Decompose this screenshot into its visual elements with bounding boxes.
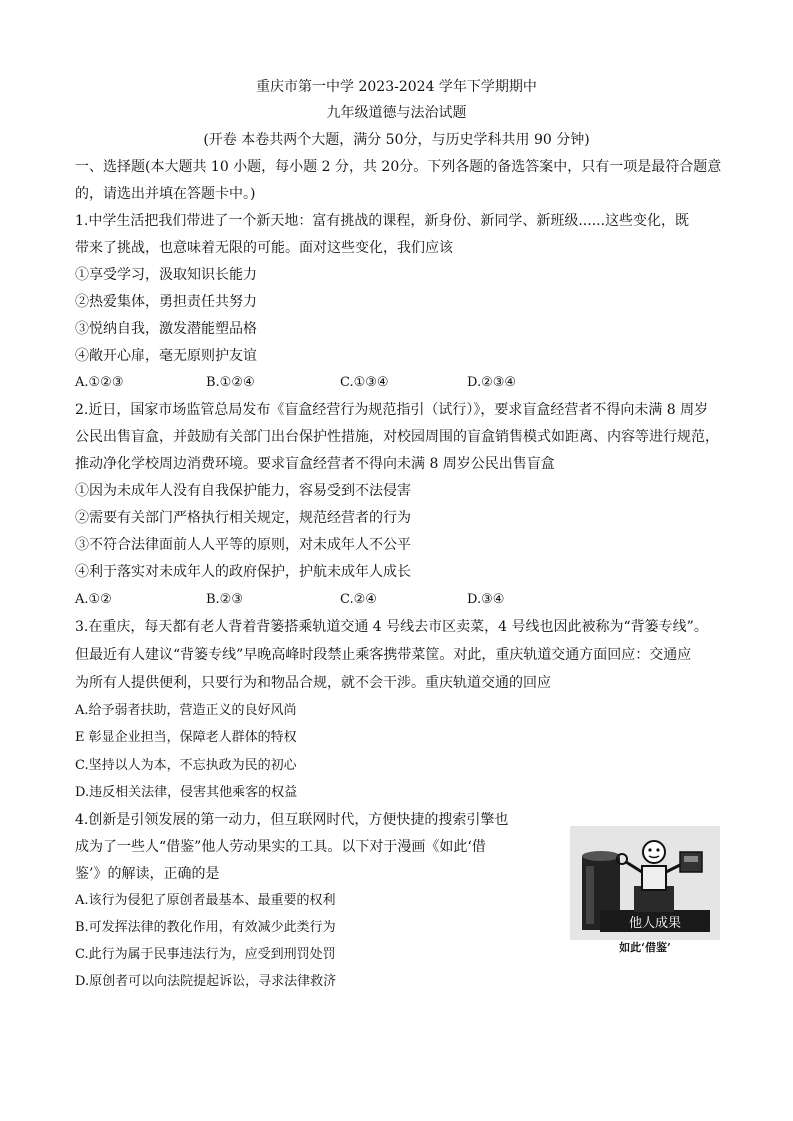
q2-stem: 推动净化学校周边消费环境。要求盲盒经营者不得向未满 8 周岁公民出售盲盒	[75, 456, 555, 472]
q1-item: ①享受学习，汲取知识长能力	[75, 267, 257, 283]
q2-stem: 2.近日，国家市场监管总局发布《盲盒经营行为规范指引（试行）》，要求盲盒经营者不得向未满 8 周岁	[75, 402, 709, 418]
q2-item: ②需要有关部门严格执行相关规定，规范经营者的行为	[75, 510, 411, 526]
school-title: 重庆市第一中学 2023-2024 学年下学期期中	[256, 79, 537, 95]
subject-title: 九年级道德与法治试题	[326, 105, 467, 121]
q3-stem: 但最近有人建议“背篓专线”早晚高峰时段禁止乘客携带菜筐。对此，重庆轨道交通方面回应：交通应	[75, 647, 692, 663]
q2-option-c: C.②④	[340, 592, 377, 607]
cartoon-image	[570, 826, 720, 940]
q3-option-d: D.违反相关法律，侵害其他乘客的权益	[75, 785, 298, 800]
q2-option-d: D.③④	[467, 592, 505, 607]
section-intro-line: 一、选择题(本大题共 10 小题，每小题 2 分，共 20分。下列各题的备选答案中，只有一项是最符合题意	[75, 159, 722, 175]
q3-option-b: E 彰显企业担当，保障老人群体的特权	[75, 730, 297, 745]
q1-stem: 1.中学生活把我们带进了一个新天地：富有挑战的课程，新身份、新同学、新班级......这些变化，既	[75, 213, 690, 229]
q2-option-a: A.①②	[75, 592, 112, 607]
q4-stem: 鉴’》的解读，正确的是	[75, 866, 220, 882]
cartoon-sign-text: 他人成果	[628, 916, 682, 931]
q4-option-a: A.该行为侵犯了原创者最基本、最重要的权利	[75, 893, 336, 908]
q1-option-a: A.①②③	[75, 375, 124, 390]
q3-stem: 3.在重庆，每天都有老人背着背篓搭乘轨道交通 4 号线去市区卖菜，4 号线也因此被称为“背篓专线”。	[75, 619, 708, 635]
q4-option-d: D.原创者可以向法院提起诉讼，寻求法律救济	[75, 974, 337, 989]
cartoon-caption: 如此‘借鉴’	[619, 941, 671, 954]
q1-item: ④敞开心扉，毫无原则护友谊	[75, 348, 257, 364]
q3-option-a: A.给予弱者扶助，营造正义的良好风尚	[75, 703, 297, 718]
q4-option-c: C.此行为属于民事违法行为，应受到刑罚处罚	[75, 947, 336, 962]
q2-item: ④利于落实对未成年人的政府保护，护航未成年人成长	[75, 564, 411, 580]
q1-item: ②热爱集体，勇担责任共努力	[75, 294, 257, 310]
q4-stem: 4.创新是引领发展的第一动力，但互联网时代，方便快捷的搜索引擎也	[75, 812, 509, 828]
section-intro-line: 的，请选出并填在答题卡中。)	[75, 186, 256, 202]
q3-option-c: C.坚持以人为本，不忘执政为民的初心	[75, 758, 297, 773]
q2-option-b: B.②③	[206, 592, 243, 607]
q1-stem: 带来了挑战，也意味着无限的可能。面对这些变化，我们应该	[75, 240, 453, 256]
q2-stem: 公民出售盲盒，并鼓励有关部门出台保护性措施，对校园周围的盲盒销售模式如距离、内容等进行规范，	[75, 429, 719, 445]
q1-item: ③悦纳自我，激发潜能塑品格	[75, 321, 257, 337]
q4-option-b: B.可发挥法律的教化作用，有效减少此类行为	[75, 920, 336, 935]
q1-option-c: C.①③④	[340, 375, 389, 390]
q4-stem: 成为了一些人“借鉴”他人劳动果实的工具。以下对于漫画《如此‘借	[75, 839, 486, 855]
q1-option-b: B.①②④	[206, 375, 255, 390]
q1-option-d: D.②③④	[467, 375, 517, 390]
exam-note: (开卷 本卷共两个大题，满分 50分，与历史学科共用 90 分钟)	[203, 132, 590, 148]
q3-stem: 为所有人提供便利，只要行为和物品合规，就不会干涉。重庆轨道交通的回应	[75, 675, 551, 691]
q2-item: ①因为未成年人没有自我保护能力，容易受到不法侵害	[75, 483, 411, 499]
q2-item: ③不符合法律面前人人平等的原则，对未成年人不公平	[75, 537, 411, 553]
